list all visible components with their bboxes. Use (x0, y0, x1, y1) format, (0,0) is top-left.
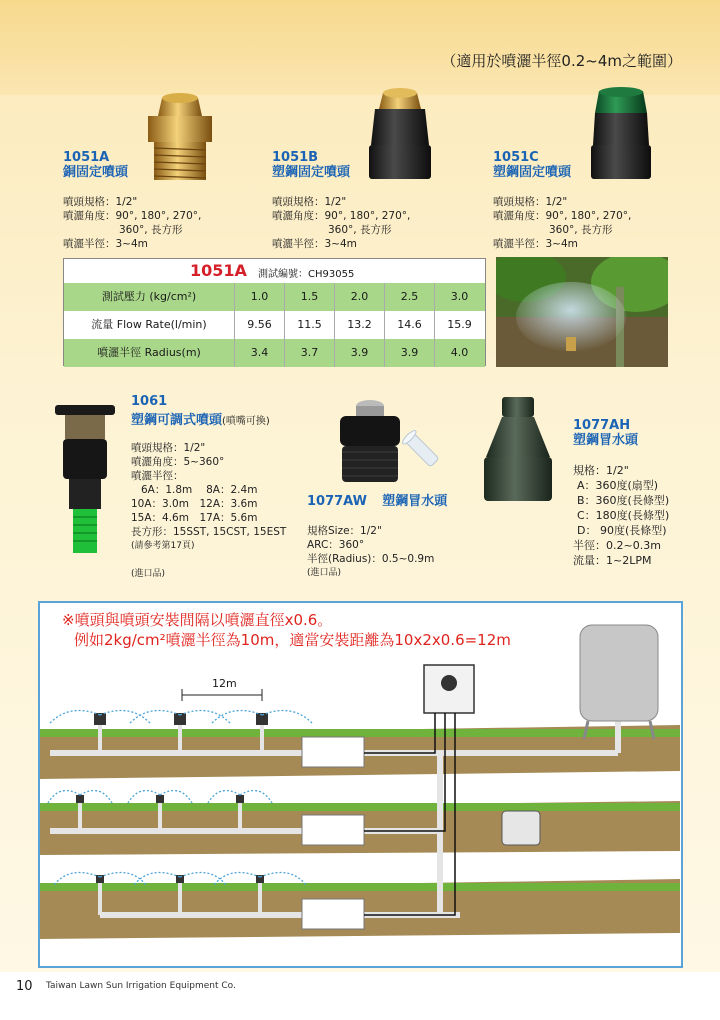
spec-line: 噴灑角度：90°, 180°, 270°, (272, 210, 411, 222)
table-row (64, 339, 485, 367)
product-name: 塑鋼冒水頭 (573, 433, 639, 448)
spec-line: 噴灑半徑：3~4m (272, 238, 357, 250)
spec-line: A：360度(扇型) (577, 479, 659, 492)
table-cell: 1.5 (284, 283, 334, 311)
spec-line: 噴灑角度：90°, 180°, 270°, (63, 210, 202, 222)
spec-line: 規格：1/2" (573, 464, 629, 477)
table-cell: 9.56 (234, 311, 284, 339)
table-header (64, 259, 485, 283)
table-cell: 3.7 (284, 339, 334, 367)
spec-line: 噴灑半徑：3~4m (63, 238, 148, 250)
product-name: 銅固定噴頭 (63, 165, 129, 180)
product-name: 塑鋼冒水頭 (382, 494, 448, 509)
spec-line: 噴灑角度：90°, 180°, 270°, (493, 210, 632, 222)
spec-line: 規格Size：1/2" (307, 525, 382, 537)
table-cell: 3.0 (434, 283, 484, 311)
spec-line: B：360度(長條型) (577, 494, 670, 507)
table-cell: 2.5 (384, 283, 434, 311)
table-cell: 4.0 (434, 339, 484, 367)
spec-line: 噴頭規格：1/2" (131, 442, 206, 454)
product-code: 1051B (272, 150, 319, 165)
product-name: 塑鋼固定噴頭 (272, 165, 351, 180)
diagram-note-2: 例如2kg/cm²噴灑半徑為10m，適當安裝距離為10x2x0.6=12m (74, 631, 511, 649)
product-code: 1051C (493, 150, 539, 165)
table-cell: 11.5 (284, 311, 334, 339)
page-number: 10 (16, 979, 33, 994)
row-label: 流量 Flow Rate(l/min) (91, 318, 207, 331)
table-cell: 1.0 (234, 283, 284, 311)
diagram-note-1: ※噴頭與噴頭安裝間隔以噴灑直徑x0.6。 (62, 611, 333, 629)
table-row (64, 283, 485, 311)
spec-line: D： 90度(長條型) (577, 524, 667, 537)
header-note: （適用於噴灑半徑0.2~4m之範圍） (441, 52, 682, 70)
spray-photo (496, 257, 668, 367)
top-band (0, 0, 720, 95)
table-cell: 14.6 (384, 311, 434, 339)
product-name: 塑鋼固定噴頭 (493, 165, 572, 180)
spec-line: 半徑(Radius)：0.5~0.9m (307, 553, 435, 565)
import-note: (進口品) (131, 569, 166, 579)
spec-line: 360°, 長方形 (119, 224, 183, 236)
table-test-number: 測試編號：CH93055 (258, 269, 355, 280)
diagram-illustration (40, 603, 681, 966)
product-1077aw-image (332, 392, 462, 487)
table-cell: 2.0 (334, 283, 384, 311)
product-1077ah (573, 418, 669, 568)
spec-line: 噴頭規格：1/2" (493, 196, 568, 208)
product-1051b (272, 150, 410, 251)
spec-line: 長方形：15SST, 15CST, 15EST (131, 526, 287, 538)
product-1061-image (55, 405, 115, 555)
spec-line: 噴頭規格：1/2" (272, 196, 347, 208)
import-note: (進口品) (307, 568, 342, 578)
spec-line: 噴灑半徑： (131, 470, 184, 482)
product-code: 1061 (131, 394, 168, 409)
product-name-note: (噴嘴可換) (222, 416, 270, 427)
spec-line: ARC：360° (307, 539, 365, 551)
spec-line: 半徑：0.2~0.3m (573, 539, 661, 552)
spec-line: 360°, 長方形 (328, 224, 392, 236)
spec-line: 噴頭規格：1/2" (63, 196, 138, 208)
spec-line: 6A：1.8m 8A：2.4m (141, 484, 258, 496)
spec-line: 噴灑半徑：3~4m (493, 238, 578, 250)
row-label: 測試壓力 (kg/cm²) (101, 290, 197, 303)
product-code: 1077AW (307, 494, 367, 509)
test-table (63, 258, 486, 366)
spec-line: 10A：3.0m 12A：3.6m (131, 498, 258, 510)
spec-line: C：180度(長條型) (577, 509, 670, 522)
product-1051c (493, 150, 631, 251)
product-1077aw (307, 490, 447, 580)
spec-line: 360°, 長方形 (549, 224, 613, 236)
table-row (64, 311, 485, 339)
product-1051a (63, 150, 201, 251)
spec-line: 噴灑角度：5~360° (131, 456, 225, 468)
spec-ref: (請參考第17頁) (131, 541, 195, 551)
spec-line: 15A：4.6m 17A：5.6m (131, 512, 258, 524)
table-cell: 15.9 (434, 311, 484, 339)
table-cell: 3.4 (234, 339, 284, 367)
table-model: 1051A (190, 261, 247, 280)
installation-diagram (38, 601, 683, 968)
row-label: 噴灑半徑 Radius(m) (97, 346, 201, 359)
product-1077ah-image (478, 395, 558, 505)
dimension-label: 12m (212, 677, 237, 690)
footer (0, 972, 720, 1020)
product-name: 塑鋼可調式噴頭 (131, 413, 223, 428)
product-code: 1077AH (573, 418, 631, 433)
table-cell: 13.2 (334, 311, 384, 339)
product-code: 1051A (63, 150, 110, 165)
spec-line: 流量：1~2LPM (573, 554, 652, 567)
table-cell: 3.9 (384, 339, 434, 367)
product-1061 (131, 394, 286, 581)
company-name: Taiwan Lawn Sun Irrigation Equipment Co. (46, 981, 236, 991)
table-cell: 3.9 (334, 339, 384, 367)
